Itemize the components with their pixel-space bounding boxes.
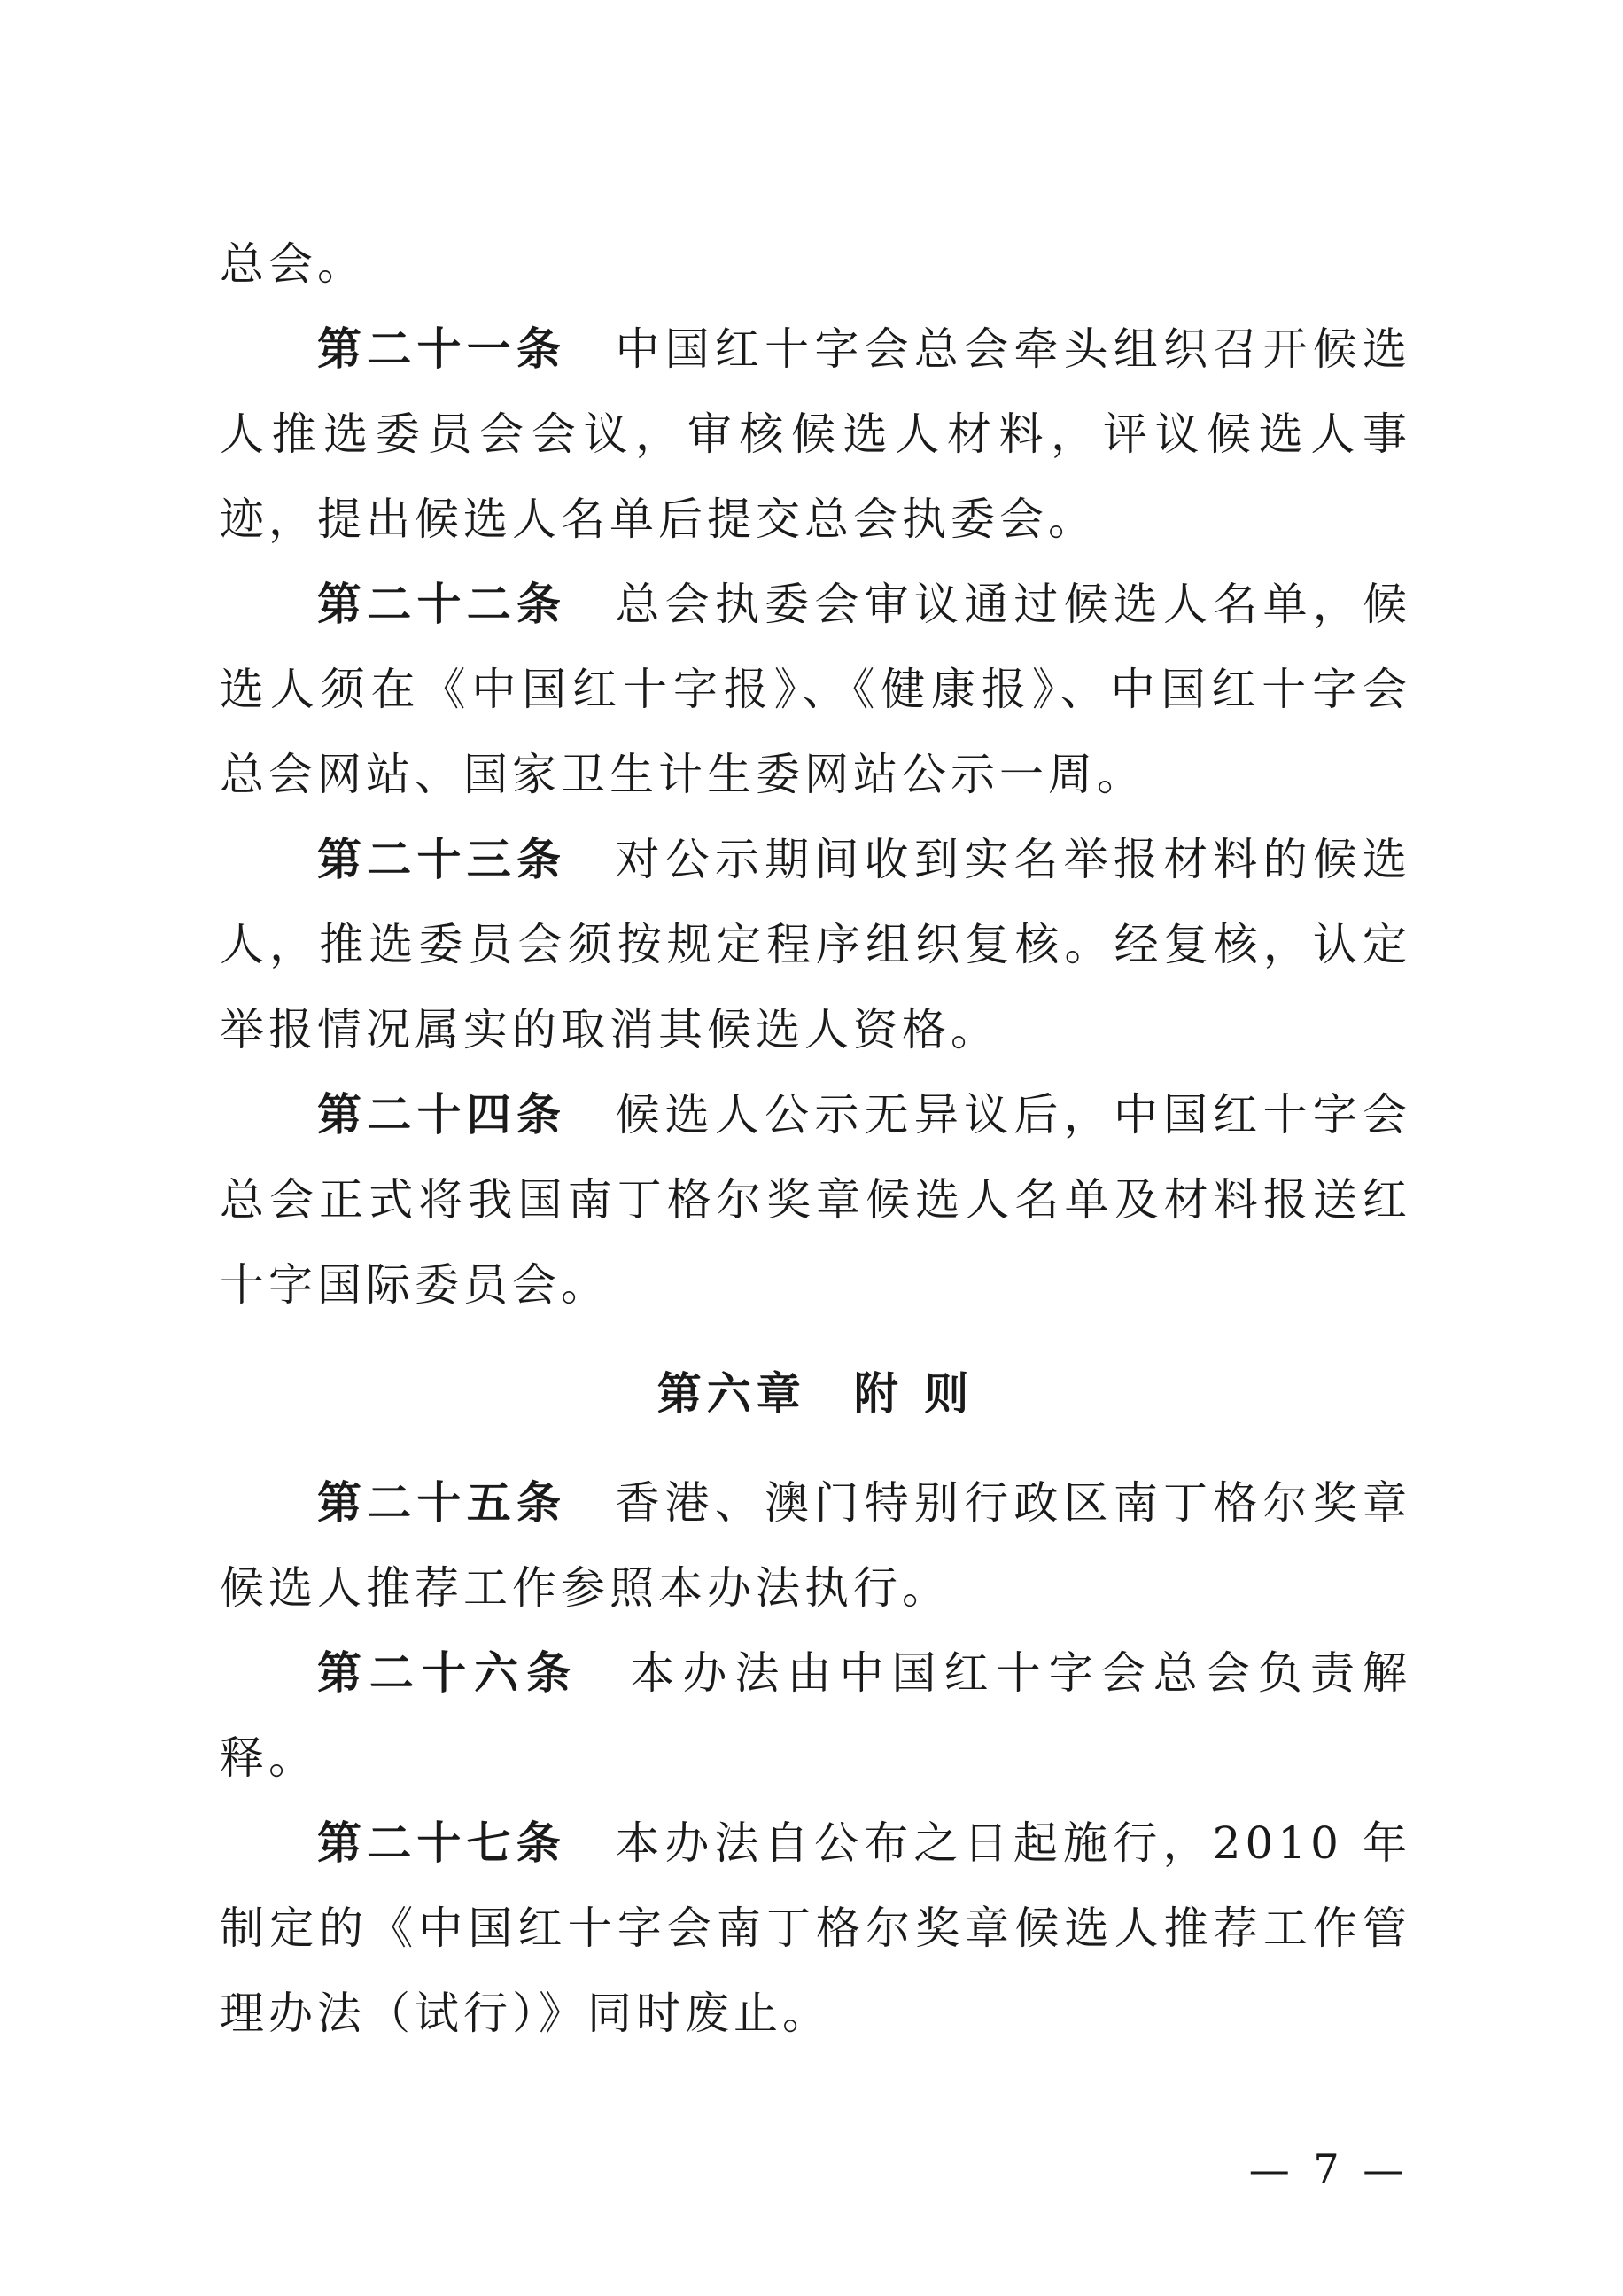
chapter-heading [220, 1327, 1411, 1460]
article-text: 中国红十字会总会牵头组织召开候选人推选委员会会议，审核候选人材料，评议候选人事迹，提出候选人名单后提交总会执委会。 [220, 323, 1412, 545]
article-number: 第二十六条 [317, 1646, 579, 1699]
article-number: 第二十七条 [317, 1817, 567, 1869]
article-27 [220, 1801, 1411, 2056]
article-text: 香港、澳门特别行政区南丁格尔奖章候选人推荐工作参照本办法执行。 [220, 1477, 1412, 1614]
article-number: 第二十一条 [317, 323, 567, 375]
article-number: 第二十五条 [317, 1476, 567, 1529]
article-text: 总会执委会审议通过候选人名单，候选人须在《中国红十字报》、《健康报》、中国红十字会总会网站、国家卫生计生委网站公示一周。 [220, 579, 1412, 800]
article-21 [220, 307, 1411, 562]
article-23 [220, 817, 1411, 1072]
article-text: 对公示期间收到实名举报材料的候选人，推选委员会须按规定程序组织复核。经复核，认定举报情况属实的取消其候选人资格。 [220, 834, 1412, 1055]
article-text: 候选人公示无异议后，中国红十字会总会正式将我国南丁格尔奖章候选人名单及材料报送红十字国际委员会。 [220, 1089, 1412, 1311]
chapter-title: 附 则 [853, 1367, 975, 1420]
article-25 [220, 1460, 1411, 1631]
document-body [220, 222, 1411, 2056]
article-number: 第二十三条 [317, 833, 567, 885]
article-text: 本办法自公布之日起施行，2010 年制定的《中国红十字会南丁格尔奖章候选人推荐工作管理办法（试行）》同时废止。 [220, 1817, 1411, 2039]
chapter-number: 第六章 [656, 1367, 806, 1420]
article-number: 第二十四条 [317, 1088, 567, 1140]
article-text: 本办法由中国红十字会总会负责解释。 [220, 1647, 1411, 1784]
article-22 [220, 562, 1411, 817]
article-26 [220, 1631, 1411, 1801]
page-number: — 7 — [1248, 2145, 1409, 2193]
article-number: 第二十二条 [317, 578, 567, 630]
continuation-paragraph: 总会。 [220, 238, 366, 290]
article-24 [220, 1072, 1411, 1327]
